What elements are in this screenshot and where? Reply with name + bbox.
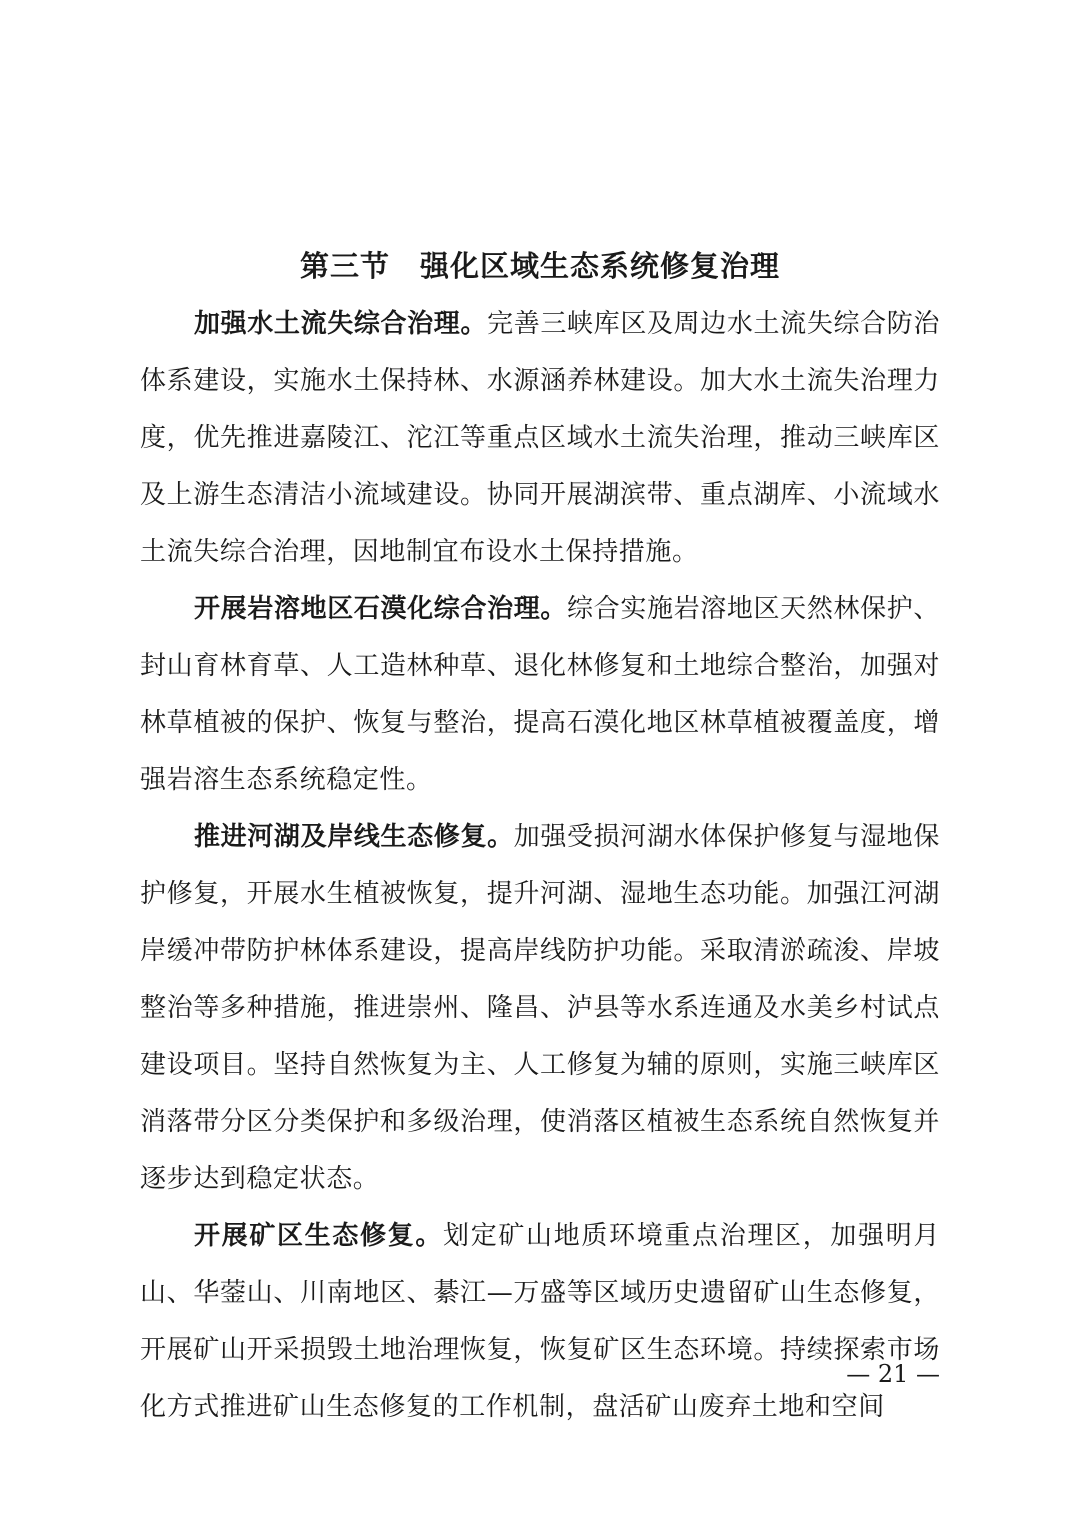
paragraph-karst-desertification <box>140 581 940 809</box>
document-body <box>140 296 940 1436</box>
paragraph-lead: 推进河湖及岸线生态修复。 <box>194 822 514 852</box>
paragraph-lead: 开展矿区生态修复。 <box>194 1221 444 1251</box>
paragraph-text: 综合实施岩溶地区天然林保护、封山育林育草、人工造林种草、退化林修复和土地综合整治，加强对林草植被的保护、恢复与整治，提高石漠化地区林草植被覆盖度，增强岩溶生态系统稳定性。 <box>140 594 941 795</box>
paragraph-text: 加强受损河湖水体保护修复与湿地保护修复，开展水生植被恢复，提升河湖、湿地生态功能。加强江河湖岸缓冲带防护林体系建设，提高岸线防护功能。采取清淤疏浚、岸坡整治等多种措施，推进崇州、隆昌、泸县等水系连通及水美乡村试点建设项目。坚持自然恢复为主、人工修复为辅的原则，实施三峡库区消落带分区分类保护和多级治理，使消落区植被生态系统自然恢复并逐步达到稳定状态。 <box>140 822 940 1194</box>
paragraph-text: 完善三峡库区及周边水土流失综合防治体系建设，实施水土保持林、水源涵养林建设。加大水土流失治理力度，优先推进嘉陵江、沱江等重点区域水土流失治理，推动三峡库区及上游生态清洁小流域建设。协同开展湖滨带、重点湖库、小流域水土流失综合治理，因地制宜布设水土保持措施。 <box>140 309 940 567</box>
section-title: 第三节 强化区域生态系统修复治理 <box>299 249 780 284</box>
page-number: — 21 — <box>846 1360 940 1388</box>
paragraph-lead: 加强水土流失综合治理。 <box>194 309 488 339</box>
paragraph-text: 划定矿山地质环境重点治理区，加强明月山、华蓥山、川南地区、綦江—万盛等区域历史遗留矿山生态修复，开展矿山开采损毁土地治理恢复，恢复矿区生态环境。持续探索市场化方式推进矿山生态修复的工作机制，盘活矿山废弃土地和空间 <box>140 1221 940 1422</box>
paragraph-river-lake-restoration <box>140 809 940 1208</box>
paragraph-mining-restoration <box>140 1208 940 1436</box>
paragraph-lead: 开展岩溶地区石漠化综合治理。 <box>194 594 568 624</box>
paragraph-soil-erosion <box>140 296 940 581</box>
